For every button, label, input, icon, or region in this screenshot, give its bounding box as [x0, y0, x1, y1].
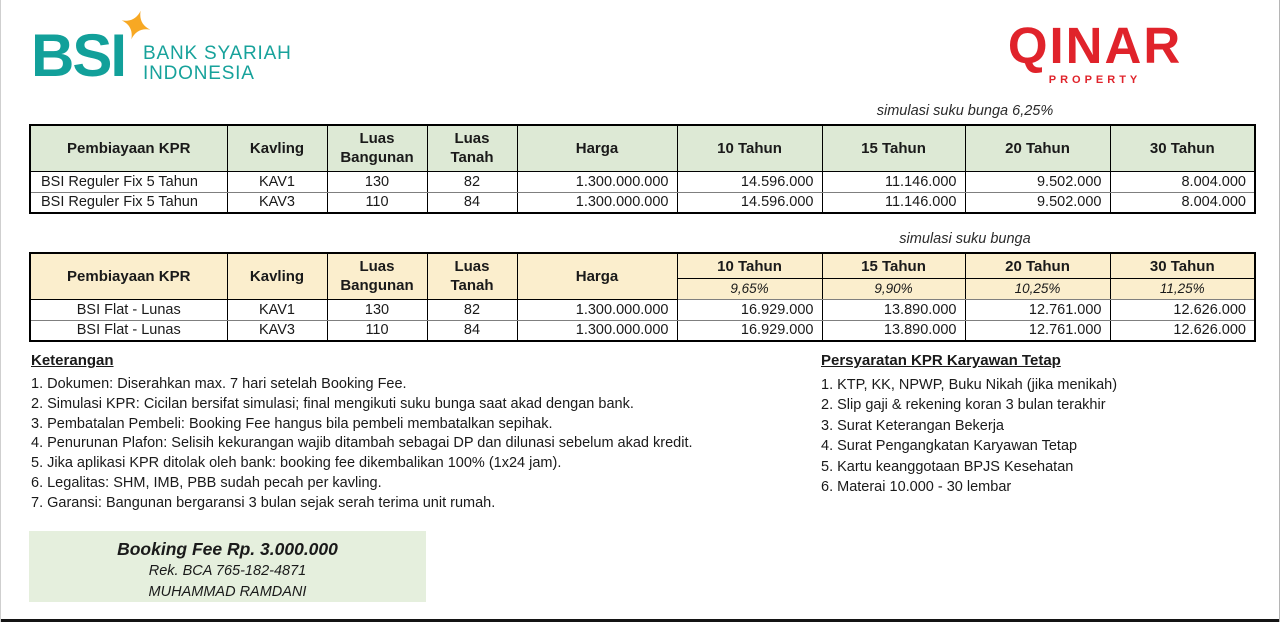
col-harga: Harga: [517, 125, 677, 171]
table-row: [30, 171, 1255, 192]
table-header-row: [30, 125, 1255, 171]
cell-30-tahun: 8.004.000: [1110, 171, 1255, 192]
bsi-name-line2: INDONESIA: [143, 63, 255, 84]
persyaratan-title: Persyaratan KPR Karyawan Tetap: [821, 352, 1061, 369]
cell-luas-bangunan: 130: [327, 299, 427, 320]
table-row: [30, 192, 1255, 213]
col-30-tahun: 30 Tahun: [1110, 125, 1255, 171]
booking-account-number: Rek. BCA 765-182-4871: [148, 563, 307, 579]
bsi-name-line1: BANK SYARIAH: [143, 43, 292, 64]
cell-30-tahun: 12.626.000: [1110, 299, 1255, 320]
qinar-logo: [999, 17, 1191, 86]
cell-10-tahun: 14.596.000: [677, 171, 822, 192]
col-30-tahun: 30 Tahun: [1110, 253, 1255, 279]
cell-30-tahun: 12.626.000: [1110, 320, 1255, 341]
col-pembiayaan: Pembiayaan KPR: [30, 125, 227, 171]
col-kavling: Kavling: [227, 253, 327, 299]
table-header-row: [30, 253, 1255, 279]
col-20-tahun: 20 Tahun: [965, 125, 1110, 171]
cell-luas-tanah: 82: [427, 299, 517, 320]
cell-luas-tanah: 84: [427, 320, 517, 341]
rate-30-tahun: 11,25%: [1110, 279, 1255, 299]
col-15-tahun: 15 Tahun: [822, 125, 965, 171]
keterangan-item: 2. Simulasi KPR: Cicilan bersifat simulasi; final mengikuti suku bunga saat akad dengan bank.: [31, 395, 634, 412]
cell-15-tahun: 11.146.000: [822, 192, 965, 213]
keterangan-item: 7. Garansi: Bangunan bergaransi 3 bulan sejak serah terima unit rumah.: [31, 494, 496, 511]
col-15-tahun: 15 Tahun: [822, 253, 965, 279]
qinar-subtitle: PROPERTY: [1048, 74, 1142, 86]
keterangan-item: 6. Legalitas: SHM, IMB, PBB sudah pecah per kavling.: [31, 474, 382, 491]
cell-kavling: KAV3: [227, 192, 327, 213]
cell-30-tahun: 8.004.000: [1110, 192, 1255, 213]
cell-harga: 1.300.000.000: [517, 299, 677, 320]
table-row: [30, 299, 1255, 320]
booking-fee-box: [29, 531, 426, 602]
cell-luas-bangunan: 110: [327, 192, 427, 213]
cell-product: BSI Flat - Lunas: [30, 299, 227, 320]
cell-10-tahun: 14.596.000: [677, 192, 822, 213]
col-kavling: Kavling: [227, 125, 327, 171]
keterangan-section: [31, 352, 731, 514]
col-20-tahun: 20 Tahun: [965, 253, 1110, 279]
booking-fee-amount: Booking Fee Rp. 3.000.000: [117, 539, 338, 559]
keterangan-item: 3. Pembatalan Pembeli: Booking Fee hangus bila pembeli membatalkan sepihak.: [31, 415, 553, 432]
cell-20-tahun: 9.502.000: [965, 171, 1110, 192]
keterangan-title: Keterangan: [31, 352, 114, 369]
col-luas-tanah: Luas Tanah: [427, 253, 517, 299]
keterangan-item: 5. Jika aplikasi KPR ditolak oleh bank: booking fee dikembalikan 100% (1x24 jam).: [31, 455, 562, 472]
table-row: [30, 320, 1255, 341]
cell-harga: 1.300.000.000: [517, 171, 677, 192]
cell-luas-bangunan: 110: [327, 320, 427, 341]
col-10-tahun: 10 Tahun: [677, 125, 822, 171]
col-harga: Harga: [517, 253, 677, 299]
cell-luas-tanah: 82: [427, 171, 517, 192]
cell-product: BSI Reguler Fix 5 Tahun: [30, 192, 227, 213]
cell-20-tahun: 12.761.000: [965, 299, 1110, 320]
cell-harga: 1.300.000.000: [517, 320, 677, 341]
rate-10-tahun: 9,65%: [677, 279, 822, 299]
col-luas-bangunan: Luas Bangunan: [327, 253, 427, 299]
star-icon: [121, 10, 151, 40]
persyaratan-section: [821, 352, 1261, 497]
cell-20-tahun: 12.761.000: [965, 320, 1110, 341]
persyaratan-item: 2. Slip gaji & rekening koran 3 bulan terakhir: [821, 397, 1106, 414]
table-reguler-fix: [29, 124, 1256, 214]
cell-10-tahun: 16.929.000: [677, 320, 822, 341]
col-luas-tanah: Luas Tanah: [427, 125, 517, 171]
keterangan-item: 1. Dokumen: Diserahkan max. 7 hari setelah Booking Fee.: [31, 376, 407, 392]
bsi-name: [143, 44, 292, 84]
cell-product: BSI Reguler Fix 5 Tahun: [30, 171, 227, 192]
cell-product: BSI Flat - Lunas: [30, 320, 227, 341]
cell-harga: 1.300.000.000: [517, 192, 677, 213]
qinar-logo-text: QINAR: [1007, 17, 1183, 74]
cell-kavling: KAV1: [227, 299, 327, 320]
cell-kavling: KAV1: [227, 171, 327, 192]
persyaratan-item: 4. Surat Pengangkatan Karyawan Tetap: [821, 438, 1078, 455]
persyaratan-item: 6. Materai 10.000 - 30 lembar: [821, 479, 1012, 496]
booking-account-name: MUHAMMAD RAMDANI: [148, 584, 307, 600]
col-luas-bangunan: Luas Bangunan: [327, 125, 427, 171]
persyaratan-item: 3. Surat Keterangan Bekerja: [821, 417, 1004, 434]
cell-20-tahun: 9.502.000: [965, 192, 1110, 213]
col-pembiayaan: Pembiayaan KPR: [30, 253, 227, 299]
cell-kavling: KAV3: [227, 320, 327, 341]
cell-15-tahun: 13.890.000: [822, 299, 965, 320]
keterangan-item: 4. Penurunan Plafon: Selisih kekurangan wajib ditambah sebagai DP dan dilunasi sebelum akad kredit.: [31, 435, 693, 452]
table1-caption: simulasi suku bunga 6,25%: [876, 103, 1054, 119]
persyaratan-item: 5. Kartu keanggotaan BPJS Kesehatan: [821, 458, 1074, 475]
cell-luas-bangunan: 130: [327, 171, 427, 192]
rate-15-tahun: 9,90%: [822, 279, 965, 299]
table-flat-lunas: [29, 252, 1256, 342]
rate-20-tahun: 10,25%: [965, 279, 1110, 299]
bsi-logo-text: BSI: [31, 22, 126, 89]
cell-10-tahun: 16.929.000: [677, 299, 822, 320]
cell-luas-tanah: 84: [427, 192, 517, 213]
cell-15-tahun: 11.146.000: [822, 171, 965, 192]
bsi-logo: [31, 12, 331, 96]
persyaratan-item: 1. KTP, KK, NPWP, Buku Nikah (jika menikah): [821, 377, 1118, 393]
cell-15-tahun: 13.890.000: [822, 320, 965, 341]
table2-caption: simulasi suku bunga: [899, 231, 1031, 247]
col-10-tahun: 10 Tahun: [677, 253, 822, 279]
